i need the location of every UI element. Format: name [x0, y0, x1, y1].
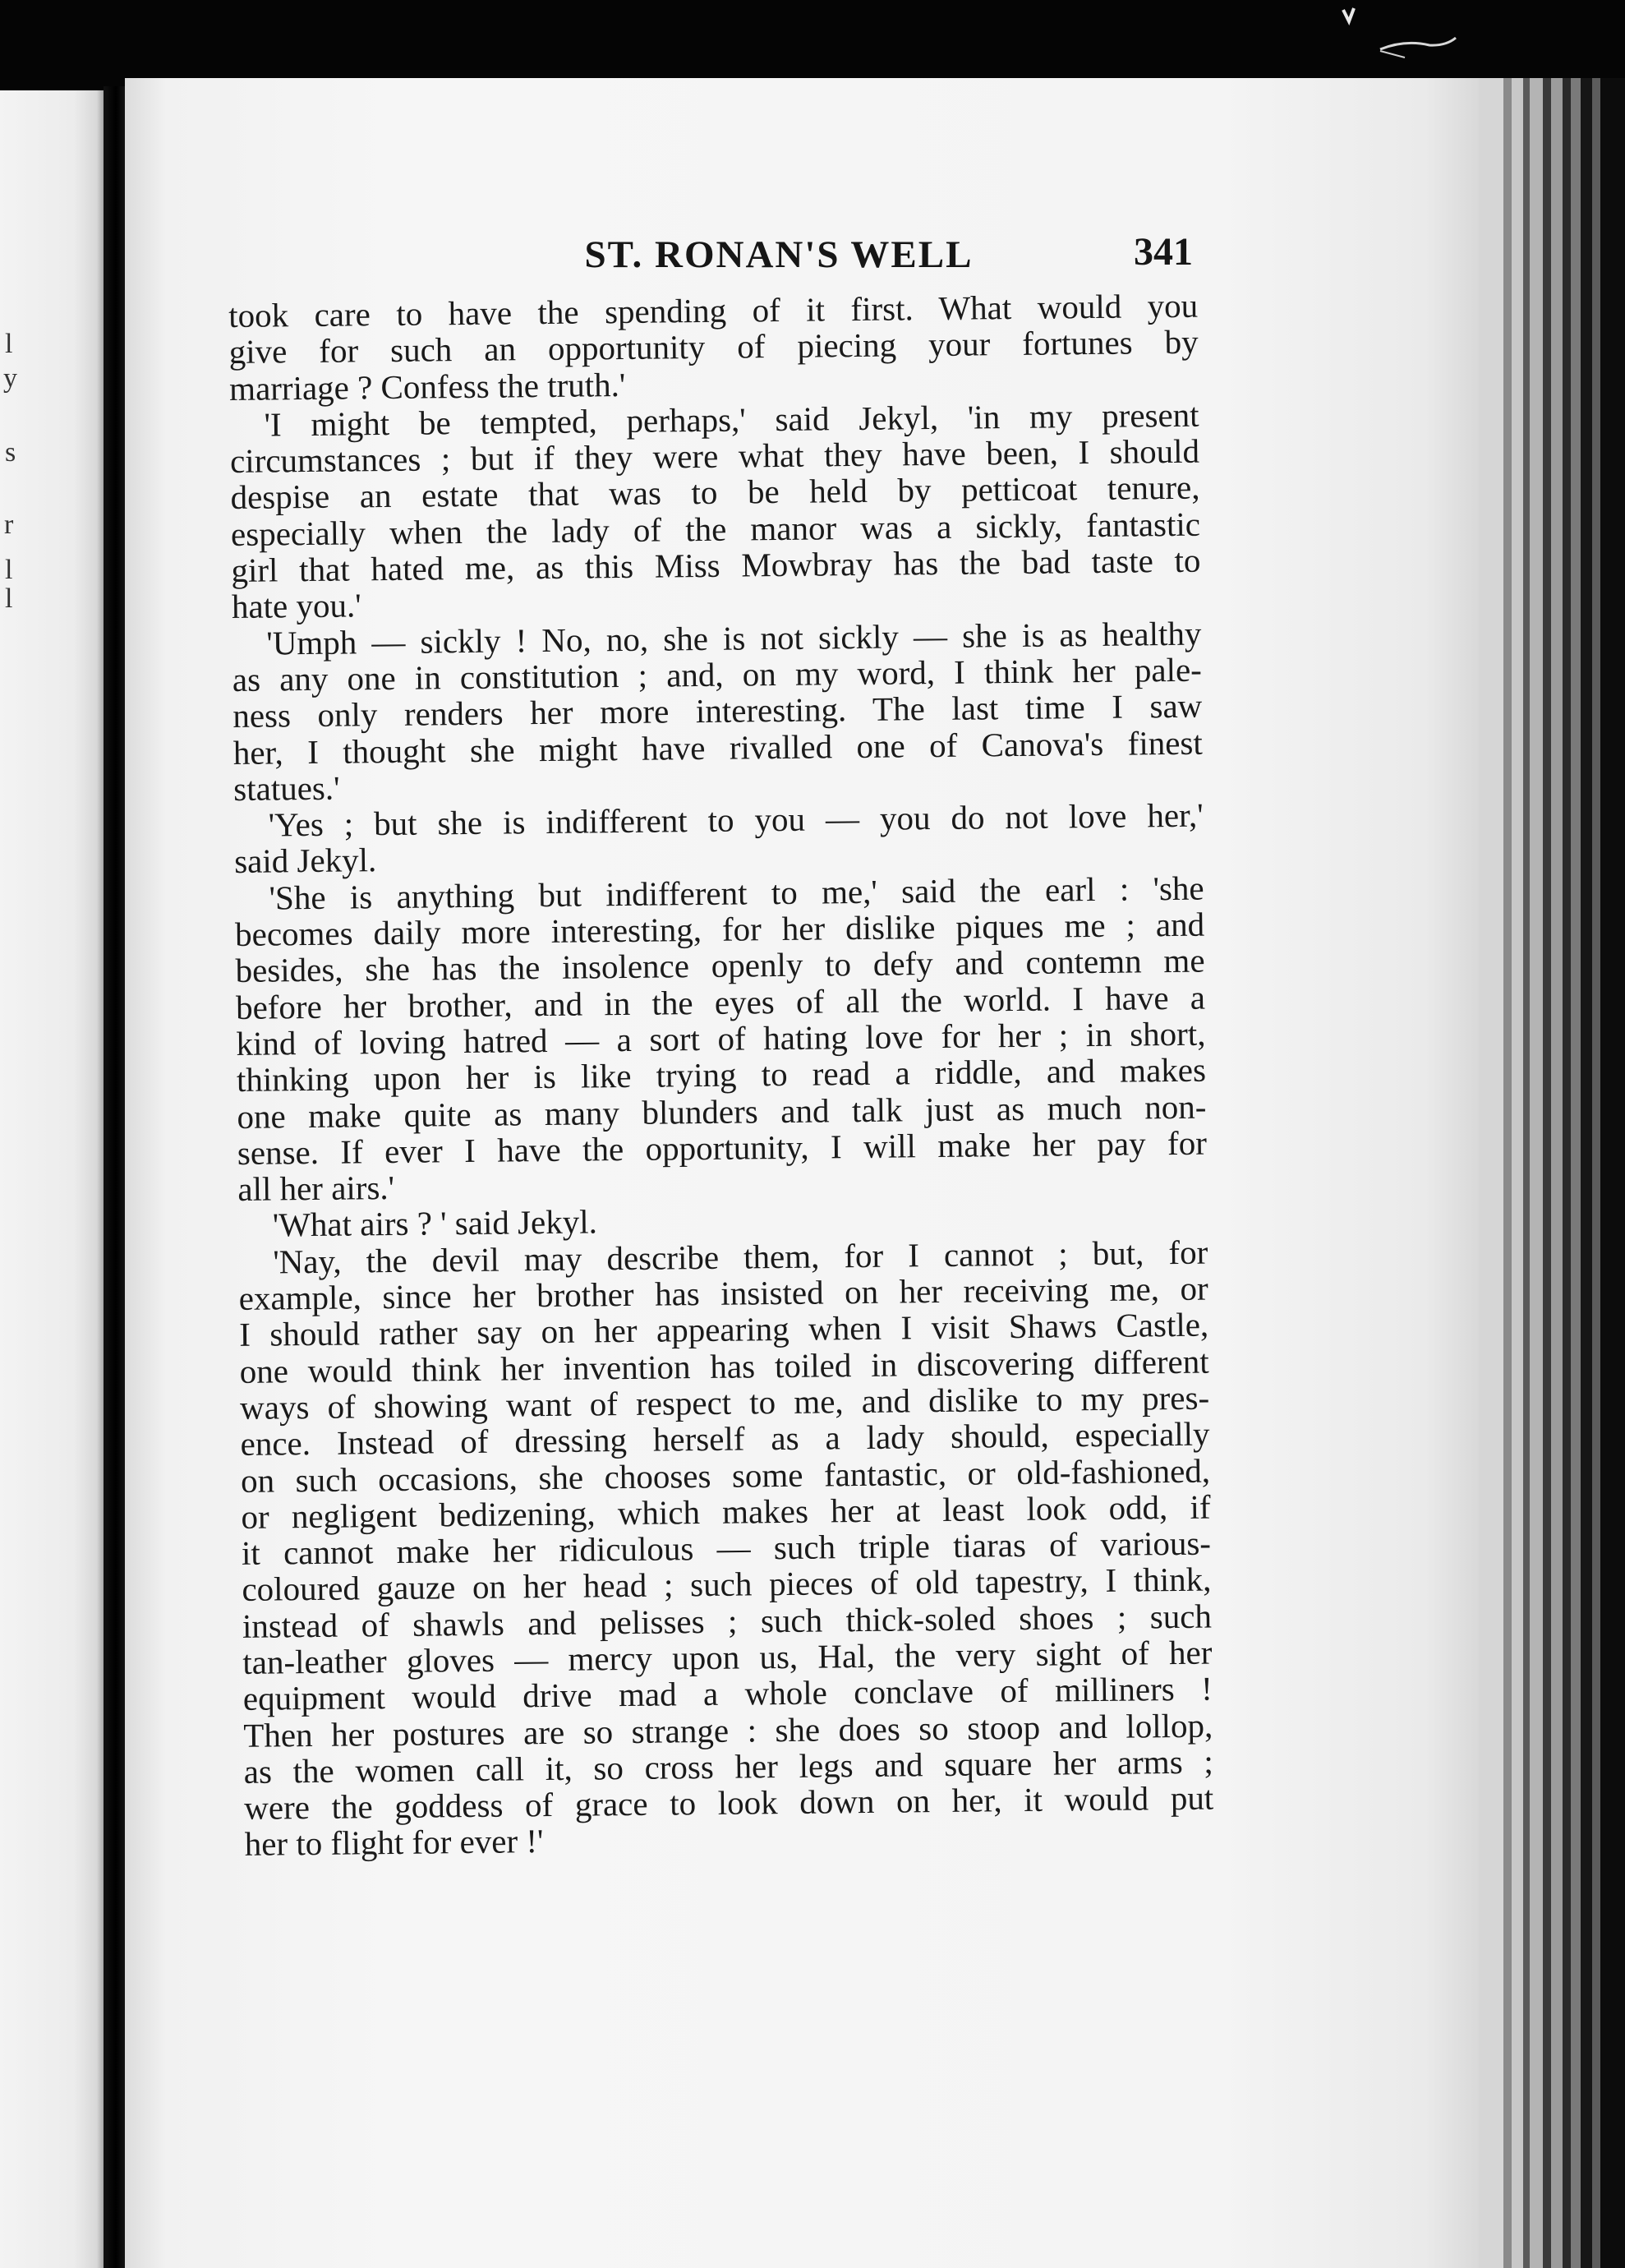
- running-head: [125, 230, 1494, 282]
- text-line: Then her postures are so strange : she does so stoop and lollop,: [243, 1706, 1213, 1754]
- text-line: were the goddess of grace to look down on her, it would put: [244, 1778, 1214, 1828]
- text-line: took care to have the spending of it first. What would you: [228, 286, 1199, 334]
- text-line: thinking upon her is like trying to read a riddle, and makes: [236, 1050, 1207, 1099]
- text-line: 'Yes ; but she is indifferent to you — you do not love her,': [268, 795, 1204, 844]
- text-line: 'I might be tempted, perhaps,' said Jekyl, 'in my present: [264, 395, 1199, 444]
- text-line: said Jekyl.: [233, 841, 377, 881]
- text-line: girl that hated me, as this Miss Mowbray has the bad taste to: [231, 541, 1201, 590]
- text-line: her, I thought she might have rivalled one of Canova's finest: [232, 723, 1203, 772]
- fragment-6: l: [5, 583, 13, 614]
- scan-artifact-mark: [1134, 0, 1462, 82]
- text-line: sense. If ever I have the opportunity, I will make her pay for: [237, 1123, 1208, 1172]
- fragment-5: l: [5, 555, 13, 585]
- text-line: as the women call it, so cross her legs and square her arms ;: [243, 1742, 1213, 1791]
- page-number: 341: [1134, 230, 1193, 274]
- text-line: besides, she has the insolence openly to defy and contemn me: [235, 941, 1205, 990]
- text-line: it cannot make her ridiculous — such triple tiaras of various-: [241, 1524, 1212, 1573]
- text-line: 'What airs ? ' said Jekyl.: [272, 1202, 598, 1244]
- text-line: instead of shawls and pelisses ; such thick-soled shoes ; such: [242, 1597, 1213, 1645]
- text-line: marriage ? Confess the truth.': [228, 365, 626, 408]
- text-line: despise an estate that was to be held by petticoat tenure,: [230, 468, 1200, 517]
- text-line: her to flight for ever !': [244, 1822, 544, 1864]
- text-line: or negligent bedizening, which makes her at least look odd, if: [241, 1487, 1211, 1536]
- text-line: especially when the lady of the manor was a sickly, fantastic: [230, 505, 1201, 553]
- facing-page-edge: [0, 90, 105, 2268]
- text-line: statues.': [233, 768, 340, 808]
- fragment-4: r: [4, 509, 14, 540]
- text-line: example, since her brother has insisted on her receiving me, or: [238, 1269, 1208, 1317]
- text-line: 'Nay, the devil may describe them, for I cannot ; but, for: [273, 1233, 1208, 1281]
- text-line: 'She is anything but indifferent to me,' said the earl : 'she: [269, 869, 1204, 917]
- text-line: one would think her invention has toiled in discovering different: [239, 1342, 1209, 1390]
- running-title: ST. RONAN'S WELL: [584, 233, 974, 276]
- page-edges-stack: [1479, 78, 1625, 2268]
- text-line: one make quite as many blunders and talk just as much non-: [237, 1087, 1207, 1136]
- text-line: I should rather say on her appearing when I visit Shaws Castle,: [238, 1305, 1209, 1354]
- text-line: as any one in constitution ; and, on my word, I think her pale-: [232, 650, 1203, 698]
- body-text: [228, 288, 1214, 1863]
- text-line: before her brother, and in the eyes of all the world. I have a: [235, 978, 1206, 1026]
- text-line: ence. Instead of dressing herself as a lady should, especially: [240, 1414, 1210, 1464]
- fragment-3: s: [5, 437, 16, 468]
- text-line: give for such an opportunity of piecing your fortunes by: [228, 322, 1199, 371]
- text-line: ness only renders her more interesting. The last time I saw: [232, 686, 1203, 735]
- facing-page-text-fragments: [0, 90, 105, 2268]
- text-line: tan-leather gloves — mercy upon us, Hal, the very sight of her: [242, 1633, 1213, 1681]
- text-line: kind of loving hatred — a sort of hating love for her ; in short,: [236, 1014, 1206, 1063]
- text-line: hate you.': [231, 586, 361, 626]
- fragment-1: l: [5, 329, 13, 359]
- text-line: coloured gauze on her head ; such pieces of old tapestry, I think,: [242, 1560, 1212, 1609]
- text-line: all her airs.': [237, 1169, 395, 1209]
- text-line: ways of showing want of respect to me, and dislike to my pres-: [239, 1378, 1210, 1427]
- text-line: circumstances ; but if they were what they have been, I should: [229, 431, 1200, 481]
- text-line: 'Umph — sickly ! No, no, she is not sickly — she is as healthy: [266, 614, 1202, 662]
- text-line: equipment would drive mad a whole conclave of milliners !: [242, 1669, 1213, 1718]
- fragment-2: y: [3, 363, 17, 394]
- text-line: on such occasions, she chooses some fantastic, or old-fashioned,: [240, 1451, 1211, 1500]
- text-line: becomes daily more interesting, for her dislike piques me ; and: [234, 905, 1205, 954]
